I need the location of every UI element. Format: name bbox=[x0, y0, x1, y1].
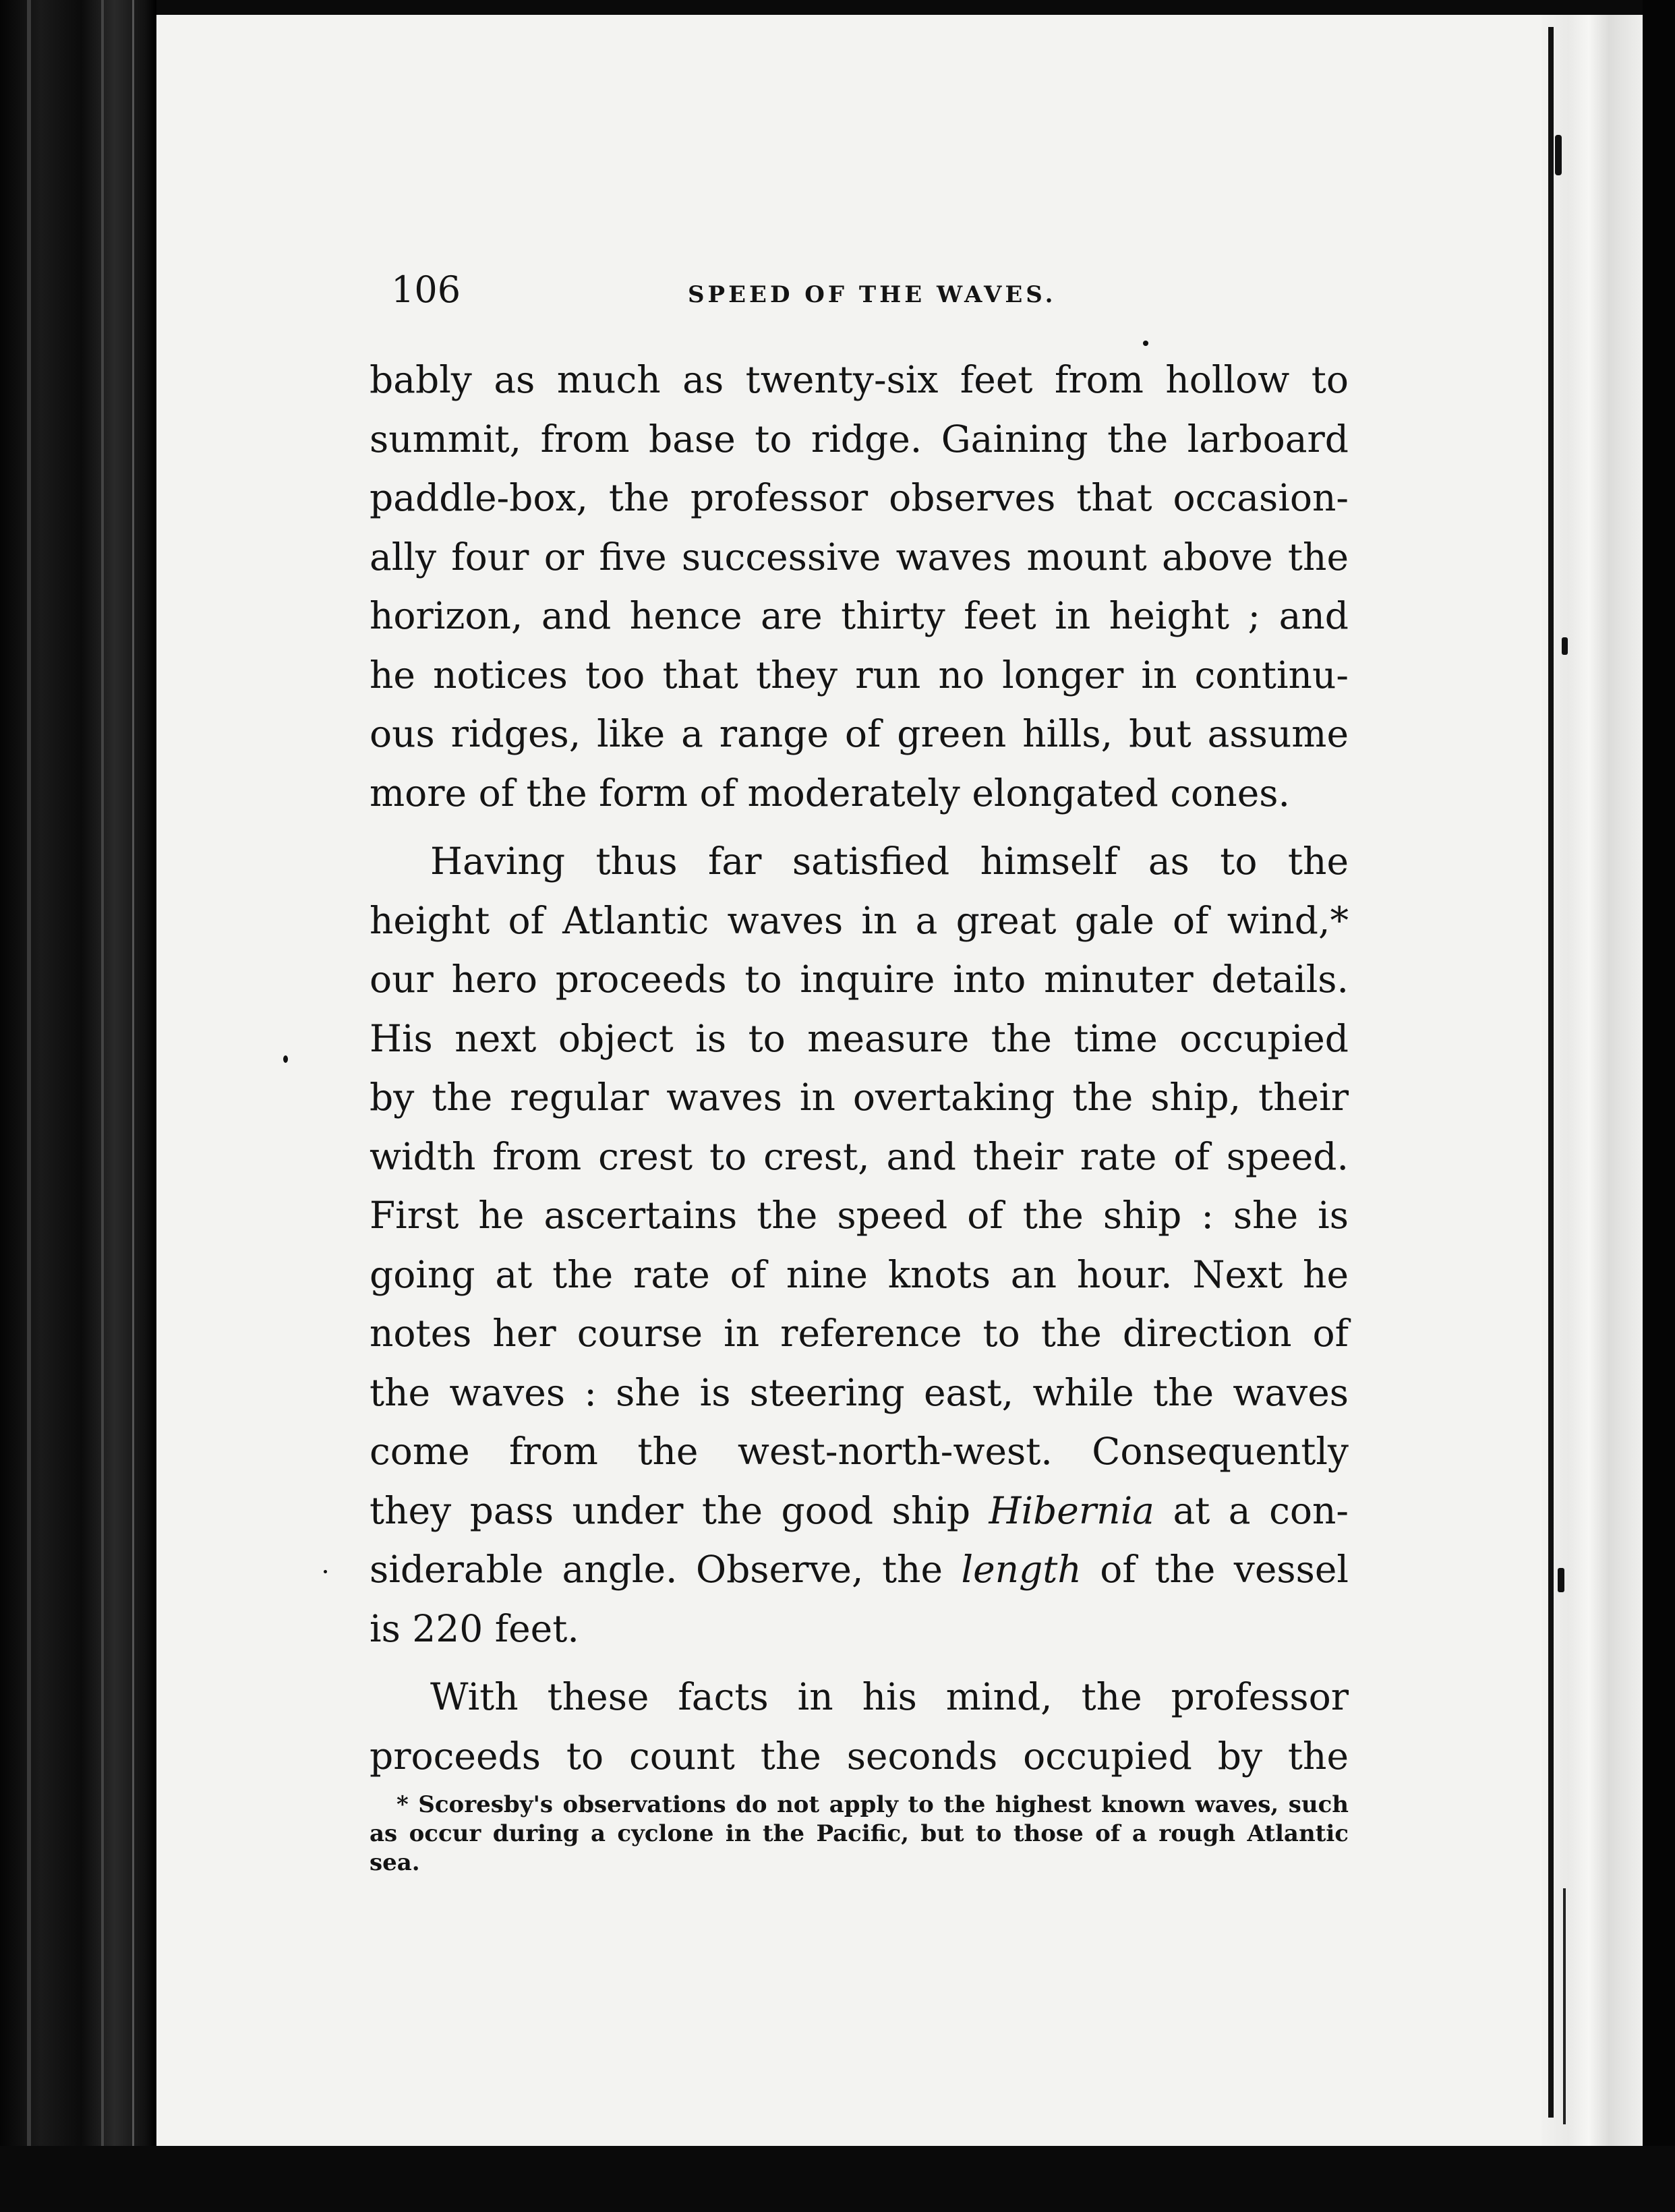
running-head-title: SPEED OF THE WAVES. bbox=[688, 281, 1057, 308]
text-line: height of Atlantic waves in a great gale of wind,* bbox=[370, 898, 1349, 942]
scan-speck bbox=[283, 1055, 288, 1063]
text-line: more of the form of moderately elongated cones. bbox=[370, 771, 1290, 815]
scan-speck bbox=[1562, 637, 1568, 655]
text-line: ous ridges, like a range of green hills, but assume bbox=[370, 712, 1349, 755]
bottom-scan-border bbox=[0, 2146, 1675, 2212]
emphasized-word: length bbox=[961, 1548, 1082, 1591]
body-text bbox=[370, 351, 1349, 1786]
text-line: paddle-box, the professor observes that occasion- bbox=[370, 476, 1349, 519]
text-line: our hero proceeds to inquire into minuter details. bbox=[370, 958, 1349, 1001]
footnote-line: * Scoresby's observations do not apply to the highest known waves, such bbox=[396, 1791, 1349, 1818]
scan-speck bbox=[1555, 135, 1562, 175]
scan-speck bbox=[324, 1570, 327, 1573]
text-line-with-emphasis bbox=[370, 1540, 1349, 1600]
text-line: bably as much as twenty-six feet from hollow to bbox=[370, 358, 1349, 401]
text-line: width from crest to crest, and their rate of speed. bbox=[370, 1134, 1349, 1178]
page-edge-shadow-lower bbox=[1563, 1888, 1566, 2124]
text-segment: they pass under the good ship bbox=[370, 1488, 971, 1532]
text-segment: at a con- bbox=[1173, 1488, 1349, 1532]
footnote bbox=[370, 1791, 1349, 1878]
text-line: With these facts in his mind, the professor bbox=[430, 1675, 1349, 1718]
text-line: by the regular waves in overtaking the ship, their bbox=[370, 1076, 1349, 1119]
page-edge-shadow bbox=[1548, 27, 1554, 2118]
text-line: notes her course in reference to the direction of bbox=[370, 1312, 1349, 1355]
text-line: ally four or five successive waves mount above the bbox=[370, 535, 1349, 579]
top-scan-border bbox=[0, 0, 1675, 16]
scan-speck bbox=[1143, 341, 1148, 346]
footnote-line: as occur during a cyclone in the Pacific, but to those of a rough Atlantic bbox=[370, 1820, 1349, 1847]
text-segment: of the vessel bbox=[1100, 1548, 1349, 1591]
text-line: First he ascertains the speed of the ship : she is bbox=[370, 1194, 1349, 1237]
page-edges bbox=[1541, 15, 1643, 2146]
text-line: going at the rate of nine knots an hour. Next he bbox=[370, 1252, 1349, 1296]
text-line: Having thus far satisfied himself as to the bbox=[430, 840, 1349, 883]
text-line: the waves : she is steering east, while the waves bbox=[370, 1370, 1349, 1414]
text-segment: siderable angle. Observe, the bbox=[370, 1548, 943, 1591]
ship-name: Hibernia bbox=[989, 1488, 1154, 1532]
running-head bbox=[391, 266, 1349, 314]
book-binding-edge bbox=[0, 0, 156, 2212]
scan-speck bbox=[1558, 1568, 1564, 1592]
footnote-line: sea. bbox=[370, 1849, 420, 1876]
page-number: 106 bbox=[391, 268, 461, 311]
text-line: he notices too that they run no longer in continu- bbox=[370, 653, 1349, 697]
text-line-with-ship-name bbox=[370, 1482, 1349, 1541]
text-line: is 220 feet. bbox=[370, 1606, 579, 1650]
text-line: horizon, and hence are thirty feet in height ; and bbox=[370, 594, 1349, 637]
right-scan-border bbox=[1643, 0, 1675, 2212]
text-line: proceeds to count the seconds occupied by the bbox=[370, 1734, 1349, 1778]
text-line: His next object is to measure the time occupied bbox=[370, 1016, 1349, 1060]
text-line: come from the west-north-west. Consequently bbox=[370, 1430, 1349, 1473]
text-line: summit, from base to ridge. Gaining the larboard bbox=[370, 417, 1349, 461]
